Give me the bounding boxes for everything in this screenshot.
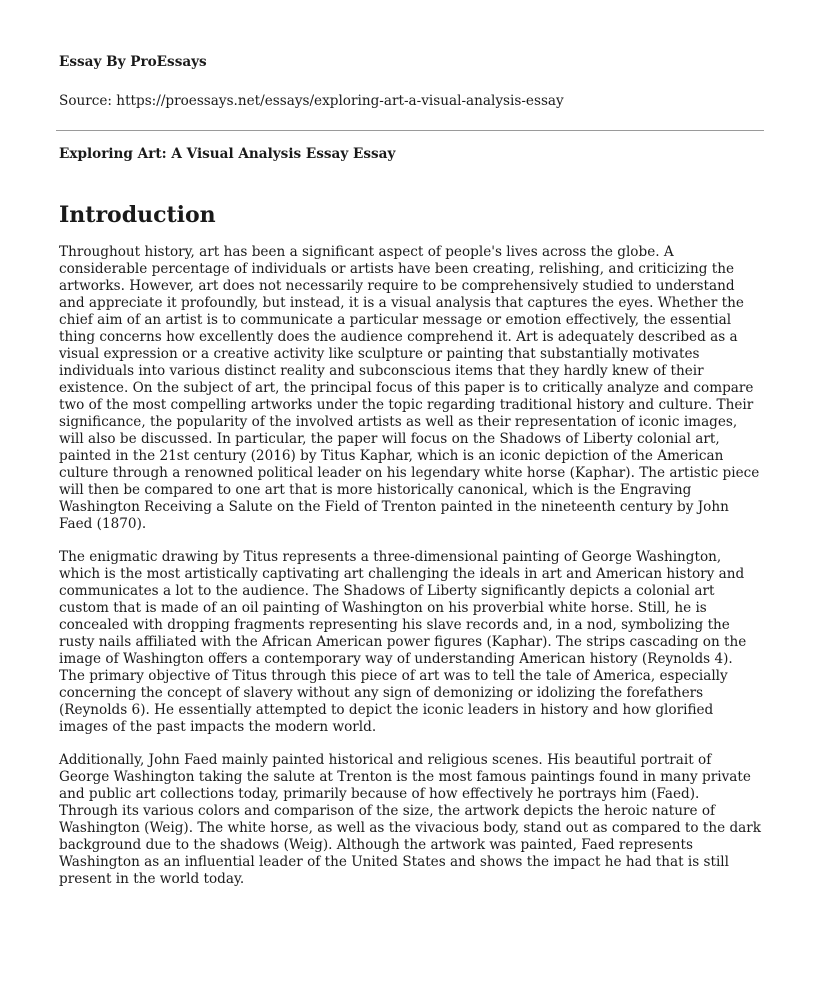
body-paragraph: Throughout history, art has been a significant aspect of people's lives across the globe. A considerable percentage of individuals or artists have been creating, relishing, and criticizing the artworks. However, art does not necessarily require to be comprehensively studied to understand and appreciate it profoundly, but instead, it is a visual analysis that captures the eyes. Whether the chief aim of an artist is to communicate a particular message or emotion effectively, the essential thing concerns how excellently does the audience comprehend it. Art is adequately described as a visual expression or a creative activity like sculpture or painting that substantially motivates individuals into various distinct reality and subconscious items that they hardly knew of their existence. On the subject of art, the principal focus of this paper is to critically analyze and compare two of the most compelling artworks under the topic regarding traditional history and culture. Their significance, the popularity of the involved artists as well as their representation of iconic images, will also be discussed. In particular, the paper will focus on the Shadows of Liberty colonial art, painted in the 21st century (2016) by Titus Kaphar, which is an iconic depiction of the American culture through a renowned political leader on his legendary white horse (Kaphar). The artistic piece will then be compared to one art that is more historically canonical, which is the Engraving Washington Receiving a Salute on the Field of Trenton painted in the nineteenth century by John Faed (1870). <box>59 244 760 532</box>
section-heading-introduction: Introduction <box>59 202 216 228</box>
body-paragraph: Additionally, John Faed mainly painted historical and religious scenes. His beautiful portrait of George Washington taking the salute at Trenton is the most famous paintings found in many private and public art collections today, primarily because of how effectively he portrays him (Faed). Through its various colors and comparison of the size, the artwork depicts the heroic nature of Washington (Weig). The white horse, as well as the vivacious body, stand out as compared to the dark background due to the shadows (Weig). Although the artwork was painted, Faed represents Washington as an influential leader of the United States and shows the impact he had that is still present in the world today. <box>59 752 762 887</box>
essay-source-link[interactable]: Source: https://proessays.net/essays/exploring-art-a-visual-analysis-essay <box>59 93 564 109</box>
essay-byline: Essay By ProEssays <box>59 54 207 70</box>
body-paragraph: The enigmatic drawing by Titus represents a three-dimensional painting of George Washington, which is the most artistically captivating art challenging the ideals in art and American history and communicates a lot to the audience. The Shadows of Liberty significantly depicts a colonial art custom that is made of an oil painting of Washington on his proverbial white horse. Still, he is concealed with dropping fragments representing his slave records and, in a nod, symbolizing the rusty nails affiliated with the African American power figures (Kaphar). The strips cascading on the image of Washington offers a contemporary way of understanding American history (Reynolds 4). The primary objective of Titus through this piece of art was to tell the tale of America, especially concerning the concept of slavery without any sign of demonizing or idolizing the forefathers (Reynolds 6). He essentially attempted to depict the iconic leaders in history and how glorified images of the past impacts the modern world. <box>59 549 747 735</box>
header-divider <box>56 130 764 131</box>
essay-title: Exploring Art: A Visual Analysis Essay Essay <box>59 146 396 162</box>
